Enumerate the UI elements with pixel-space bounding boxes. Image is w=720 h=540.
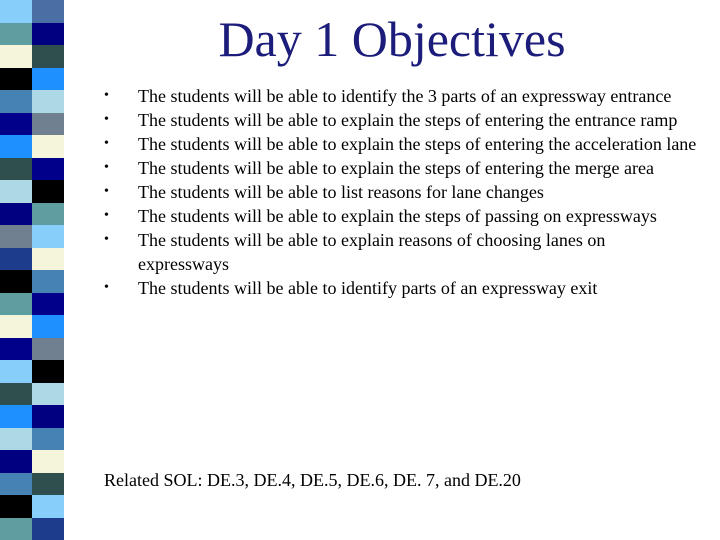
stripe-block <box>0 248 32 271</box>
stripe-row <box>0 315 64 338</box>
stripe-block <box>32 203 64 226</box>
stripe-block <box>0 338 32 361</box>
stripe-block <box>32 360 64 383</box>
objective-item <box>98 180 698 204</box>
stripe-block <box>32 23 64 46</box>
bullet-icon: • <box>104 232 109 247</box>
stripe-block <box>32 45 64 68</box>
stripe-block <box>32 90 64 113</box>
stripe-row <box>0 225 64 248</box>
stripe-row <box>0 428 64 451</box>
stripe-block <box>32 135 64 158</box>
objective-item <box>98 156 698 180</box>
stripe-row <box>0 450 64 473</box>
stripe-block <box>0 180 32 203</box>
stripe-row <box>0 90 64 113</box>
objectives-list <box>98 84 698 300</box>
stripe-block <box>0 383 32 406</box>
stripe-row <box>0 135 64 158</box>
objective-text: The students will be able to identify the 3 parts of an expressway entrance <box>138 86 672 106</box>
stripe-block <box>0 270 32 293</box>
bullet-icon: • <box>104 184 109 199</box>
objective-text: The students will be able to explain the steps of passing on expressways <box>138 206 657 226</box>
stripe-block <box>0 68 32 91</box>
stripe-block <box>32 518 64 540</box>
objective-text: The students will be able to identify parts of an expressway exit <box>138 278 598 298</box>
stripe-block <box>0 135 32 158</box>
stripe-block <box>32 338 64 361</box>
decorative-stripe <box>0 0 64 540</box>
stripe-block <box>0 45 32 68</box>
stripe-row <box>0 473 64 496</box>
stripe-row <box>0 180 64 203</box>
stripe-block <box>32 270 64 293</box>
slide-title: Day 1 Objectives <box>218 11 566 67</box>
related-sol-text: Related SOL: DE.3, DE.4, DE.5, DE.6, DE. 7, and DE.20 <box>104 470 521 490</box>
stripe-row <box>0 293 64 316</box>
bullet-icon: • <box>104 112 109 127</box>
stripe-row <box>0 23 64 46</box>
stripe-block <box>32 0 64 23</box>
stripe-row <box>0 360 64 383</box>
stripe-row <box>0 113 64 136</box>
stripe-block <box>0 495 32 518</box>
stripe-row <box>0 270 64 293</box>
objective-item <box>98 204 698 228</box>
stripe-block <box>32 383 64 406</box>
stripe-block <box>32 450 64 473</box>
stripe-row <box>0 405 64 428</box>
stripe-row <box>0 338 64 361</box>
stripe-block <box>32 158 64 181</box>
stripe-block <box>32 428 64 451</box>
stripe-block <box>0 360 32 383</box>
stripe-block <box>32 495 64 518</box>
stripe-block <box>32 473 64 496</box>
stripe-block <box>32 405 64 428</box>
stripe-block <box>0 23 32 46</box>
stripe-block <box>0 90 32 113</box>
objective-item <box>98 108 698 132</box>
bullet-icon: • <box>104 280 109 295</box>
objective-text: The students will be able to list reasons for lane changes <box>138 182 544 202</box>
stripe-block <box>0 158 32 181</box>
stripe-row <box>0 0 64 23</box>
stripe-block <box>0 405 32 428</box>
stripe-block <box>0 225 32 248</box>
stripe-block <box>0 113 32 136</box>
objective-item <box>98 276 698 300</box>
stripe-row <box>0 68 64 91</box>
stripe-block <box>0 293 32 316</box>
stripe-block <box>0 315 32 338</box>
stripe-block <box>0 518 32 540</box>
objective-item <box>98 132 698 156</box>
bullet-icon: • <box>104 208 109 223</box>
stripe-block <box>0 450 32 473</box>
stripe-block <box>0 473 32 496</box>
stripe-block <box>0 428 32 451</box>
stripe-row <box>0 45 64 68</box>
stripe-block <box>32 225 64 248</box>
bullet-icon: • <box>104 136 109 151</box>
stripe-block <box>32 68 64 91</box>
objective-item <box>98 228 698 276</box>
objective-text: The students will be able to explain reasons of choosing lanes on expressways <box>138 230 606 274</box>
objective-text: The students will be able to explain the steps of entering the merge area <box>138 158 654 178</box>
stripe-row <box>0 158 64 181</box>
objective-item <box>98 84 698 108</box>
stripe-row <box>0 495 64 518</box>
stripe-row <box>0 203 64 226</box>
stripe-block <box>32 315 64 338</box>
stripe-row <box>0 248 64 271</box>
stripe-block <box>32 180 64 203</box>
bullet-icon: • <box>104 88 109 103</box>
objective-text: The students will be able to explain the steps of entering the entrance ramp <box>138 110 678 130</box>
bullet-icon: • <box>104 160 109 175</box>
stripe-block <box>0 0 32 23</box>
stripe-block <box>32 113 64 136</box>
stripe-block <box>32 248 64 271</box>
stripe-row <box>0 518 64 540</box>
objective-text: The students will be able to explain the steps of entering the acceleration lane <box>138 134 697 154</box>
stripe-block <box>0 203 32 226</box>
stripe-row <box>0 383 64 406</box>
stripe-block <box>32 293 64 316</box>
